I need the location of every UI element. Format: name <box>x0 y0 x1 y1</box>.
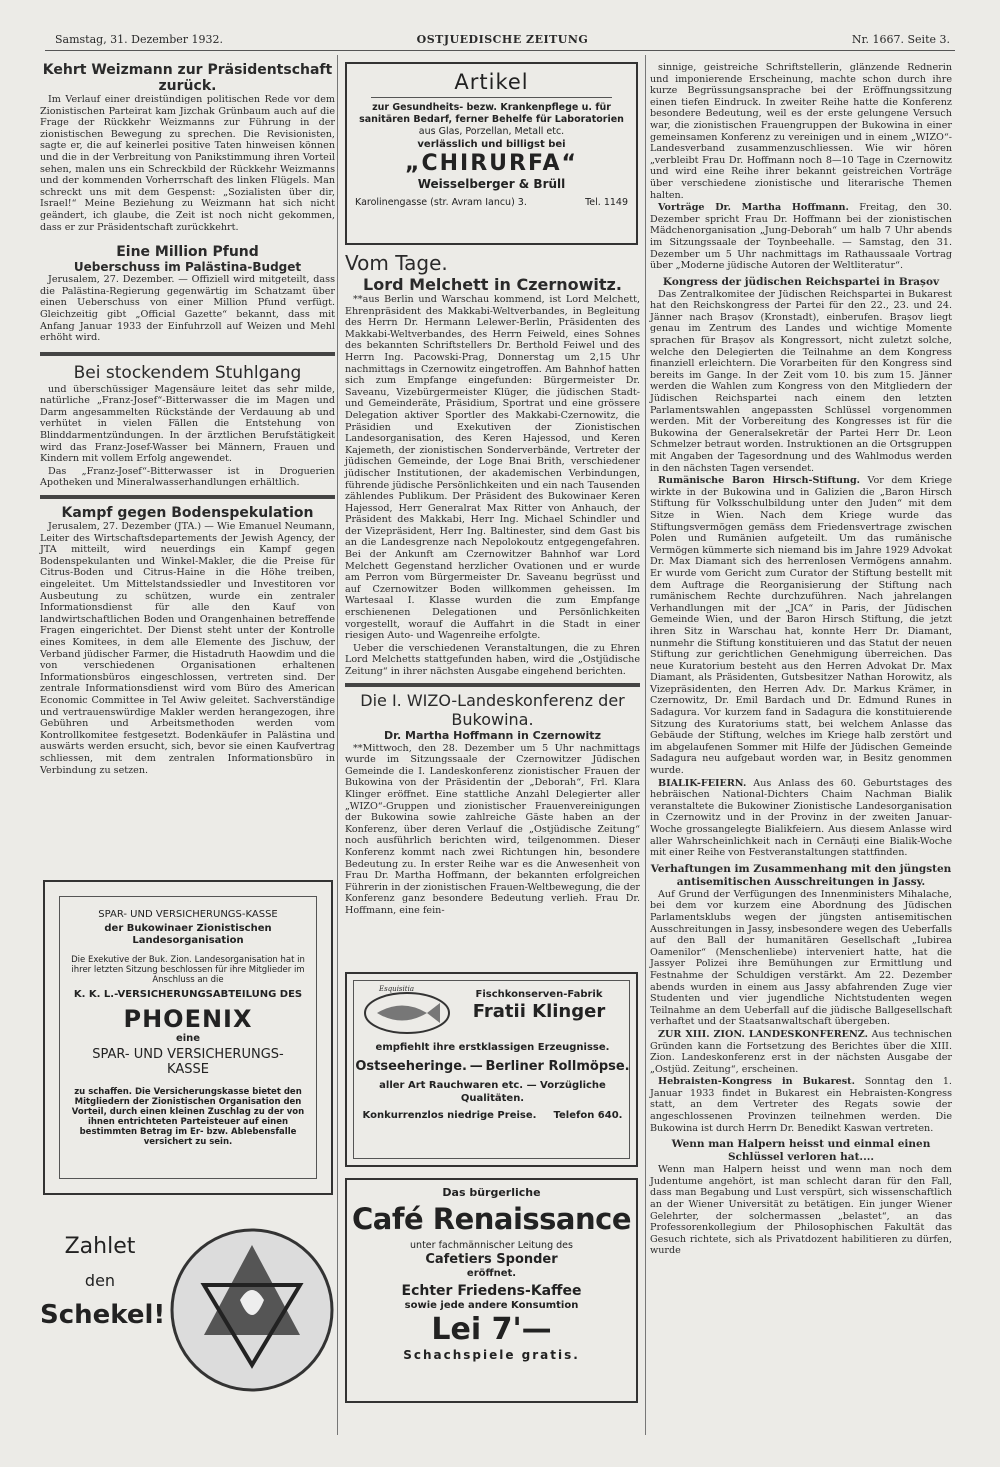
ad-klinger-telephone: Telefon 640. <box>553 1110 623 1121</box>
article-body-melchett: **aus Berlin und Warschau kommend, ist Lord Melchett, Ehrenpräsident des Makkabi-Weltverbandes, in Begleitung des Herrn Dr. Hermann Lelewer-Berlin, Präsidenten des Makkabi-Weltverbandes, des Herrn Feiweld, eines Sohnes des bekannten Schriftstellers Dr. Berthold Feiwel und des Herrn Ing. Pacowski-Prag, Donnerstag um 2,15 Uhr nachmittags in Czernowitz eingetroffen. Am Bahnhof hatten sich zum Empfange eingefunden: Bürgermeister Dr. Saveanu, Vizebürgermeister Klüger, die jüdischen Stadt- und Gemeinderäte, Präsidium, Sportrat und eine grössere Delegation aktiver Sportler des Makkabi-Czernowitz, die Präsidien und Exekutiven der Zionistischen Landesorganisation, des Keren Hajessod, und Keren Kajemeth, der zionistischen Sonderverbände, Vertreter der jüdischen Gemeinde, der Loge Bnai Brith, verschiedener jüdischer Institutionen, der akademischen Verbindungen, führende jüdische Persönlichkeiten und ein nach Tausenden zählendes Publikum. Der Präsident des Bukowinaer Keren Hajessod, Herr Generalrat Max Ritter von Anhauch, der Präsident des Makkabi, Herr Ing. Michael Schindler und der Vizepräsident, Herr Ing. Baltinester, sind dem Gast bis an die Landesgrenze nach Nepolokoutz entgegengefahren. Bei der Ankunft am Czernowitzer Bahnhof war Lord Melchett Gegenstand herzlicher Ovationen und er wurde am Perron vom Bürgermeister Dr. Saveanu begrüsst und auf Czernowitzer Boden willkommen geheissen. Im Wartesaal I. Klasse wurden die zum Empfange erschienenen Delegationen und Persönlichkeiten vorgestellt, worauf die Auffahrt in die Stadt in einer riesigen Auto- und Wagenreihe erfolgte. <box>345 294 640 642</box>
column-3-text <box>650 62 952 1412</box>
ad-cafe-line1: Das bürgerliche <box>442 1186 541 1199</box>
ad-cafe-line5: Echter Friedens-Kaffee <box>401 1283 582 1299</box>
article-body-verhaftungen: Auf Grund der Verfügungen des Innenministers Mihalache, bei dem vor kurzem eine Abordnung des Jüdischen Parlamentsklubs wegen der jüngsten antisemitischen Ausschreitungen in Jassy, insbesondere wegen des Ueberfalls auf den Ball der humanitären Gesellschaft „Iubirea Oamenilor“ (Menschenliebe) interveniert hatte, hat die Jassyer Polizei ihre Bemühungen zur Ermittlung und Festnahme der Schuldigen verstärkt. Am 22. Dezember abends wurden in einem aus Jassy abfahrenden Zuge vier Studenten und vier jugendliche Nichtstudenten wegen Teilnahme an dem Ueberfall auf die jüdische Ballgesellschaft verhaftet und der Staatsanwaltschaft übergeben. <box>650 888 952 1028</box>
ad-phoenix-line3: Die Exekutive der Buk. Zion. Landesorganisation hat in ihrer letzten Sitzung beschlossen für ihre Mitglieder im Anschluss an die <box>71 955 305 985</box>
article-body-reichspartei: Das Zentralkomitee der Jüdischen Reichspartei in Bukarest hat den Reichskongress der Partei für den 22., 23. und 24. Jänner nach Brașov (Kronstadt), einberufen. Brașov liegt genau im Zentrum des Landes und wichtige Momente sprachen für Brașov als Kongressort, nicht zuletzt solche, welche den Delegierten die Teilnahme an dem Kongress finanziell erleichtern. Die Vorarbeiten für den Kongress sind bereits im Gange. In der Zeit vom 10. bis zum 15. Jänner werden die Wahlen zum Kongress von den Mitgliedern der Jüdischen Reichspartei nach einem den letzten Parlamentswahlen angepassten Schlüssel vorgenommen werden. Mit der Vorbereitung des Kongresses ist für die Bukowina der Generalsekretär der Partei Herr Dr. Leon Schmelzer betraut worden. Instruktionen an die Ortsgruppen mit Angaben der Tagesordnung und des Wahlmodus werden in den nächsten Tagen versendet. <box>650 288 952 474</box>
ad-klinger-logo-text: Esquisitia <box>379 985 414 993</box>
column-1-text <box>40 62 335 870</box>
ad-cafe-line6: sowie jede andere Konsumtion <box>404 1300 579 1311</box>
ad-chirurfa-address: Karolinengasse (str. Avram Iancu) 3. <box>355 197 527 208</box>
ad-chirurfa-line4: Weisselberger & Brüll <box>417 177 566 191</box>
ad-schekel-line3: Schekel! <box>40 1300 166 1330</box>
ad-schekel <box>40 1215 335 1415</box>
ad-klinger-line4: Berliner Rollmöpse. <box>485 1059 630 1074</box>
divider <box>40 352 335 356</box>
article-body-weizmann: Im Verlauf einer dreistündigen politischen Rede vor dem Zionistischen Parteirat kam Jizchak Grünbaum auch auf die Frage der Rückkehr Weizmanns zur Führung in der zionistischen Bewegung zu sprechen. Die Revisionisten, sagte er, die auf keinerlei positive Taten hinweisen können und die in der Verbreitung von Panikstimmung ihren Vorteil sehen, malen uns ein Schreckbild der Rückkehr Weizmanns und der kommenden Vorherrschaft des linken Flügels. Man schreckt uns mit dem Gespenst: „Sozialisten über dir, Israel!“ Meine Beziehung zu Weizmann hat sich nicht geändert, ich glaube, die Zeit ist noch nicht gekommen, dass er zur Präsidentschaft zurückkehrt. <box>40 94 335 233</box>
ad-schekel-line1: Zahlet <box>64 1234 136 1259</box>
article-body-stuhlgang-2: Das „Franz-Josef“-Bitterwasser ist in Droguerien Apotheken und Mineralwasserhandlungen erhältlich. <box>40 465 335 489</box>
article-subtitle-wizo: Dr. Martha Hoffmann in Czernowitz <box>384 728 601 742</box>
article-body-bodenspekulation: Jerusalem, 27. Dezember (JTA.) — Wie Emanuel Neumann, Leiter des Wirtschaftsdepartements der Jewish Agency, der JTA mitteilt, wird neuerdings ein Kampf gegen Bodenspekulanten und Winkel-Makler, die die Preise für Citrus-Boden und Citrus-Haine in die Höhe treiben, eingeleitet. Um Mittelstandssiedler und Investitoren vor Ausbeutung zu schützen, wurde ein zentraler Informationsdienst für alle den Kauf von landwirtschaftlichen Boden und Orangenhainen betreffende Fragen eingerichtet. Der Dienst steht unter der Kontrolle eines Komitees, in dem alle Elemente des Jischuw, der Verband jüdischer Farmer, die Histadruth Haowdim und die von verschiedenen Organisationen erhaltenen Informationsbüros eingeschlossen, vertreten sind. Der zentrale Informationsdienst wird vom Büro des American Economic Committee in Tel Awiw geleitet. Sachverständige und vertrauenswürdige Makler werden herangezogen, ihre Gebühren und Arbeitsmethoden werden vom Kontrollkomitee festgesetzt. Bodenkäufer in Palästina und auswärts werden ersucht, sich, bevor sie einen Kaufvertrag schliessen, mit dem zentralen Informationsbüro in Verbindung zu setzen. <box>40 521 335 776</box>
ad-chirurfa <box>345 62 638 245</box>
article-head-vortraege: Vorträge Dr. Martha Hoffmann. <box>658 202 849 214</box>
header-issue-page: Nr. 1667. Seite 3. <box>851 33 950 46</box>
ad-cafe-brand: Café Renaissance <box>352 1202 631 1236</box>
ad-chirurfa-brand: „CHIRURFA“ <box>405 151 578 176</box>
article-body-hebraisten: Sonntag den 1. Januar 1933 findet in Bukarest ein Hebraisten-Kongress statt, an dem Vertreter des Regats sowie der angeschlossenen Provinzen teilnehmen werden. Die Bukowina ist durch Herrn Dr. Benedikt Kaswan vertreten. <box>650 1076 952 1134</box>
ad-chirurfa-line1: zur Gesundheits- bezw. Krankenpflege u. für sanitären Bedarf, ferner Behelfe für Laboratorien <box>359 102 624 125</box>
article-title-reichspartei: Kongress der jüdischen Reichspartei in Brașov <box>662 275 940 288</box>
ad-chirurfa-line2: aus Glas, Porzellan, Metall etc. <box>418 126 565 137</box>
column-rule-1 <box>337 55 338 1435</box>
ad-klinger-line6: Konkurrenzlos niedrige Preise. <box>362 1110 537 1121</box>
article-title-verhaftungen: Verhaftungen im Zusammenhang mit den jüngsten antisemitischen Ausschreitungen in Jassy. <box>650 862 952 888</box>
page-header <box>55 33 950 49</box>
ad-phoenix-line4: K. K. L.-VERSICHERUNGSABTEILUNG DES <box>73 989 303 1000</box>
ad-cafe-line2: unter fachmännischer Leitung des <box>410 1240 573 1251</box>
divider <box>345 683 640 687</box>
divider <box>40 495 335 499</box>
ad-klinger-line2: empfiehlt ihre erstklassigen Erzeugnisse. <box>375 1042 610 1053</box>
article-head-hirsch: Rumänische Baron Hirsch-Stiftung. <box>658 475 861 487</box>
column-2-text <box>345 251 640 916</box>
ad-phoenix-line1: SPAR- UND VERSICHERUNGS-KASSE <box>98 909 278 920</box>
ad-cafe-price: Lei 7'— <box>431 1312 552 1347</box>
article-title-bodenspekulation: Kampf gegen Bodenspekulation <box>61 505 314 522</box>
ad-phoenix-frame <box>59 896 317 1179</box>
article-subtitle-budget: Ueberschuss im Palästina-Budget <box>73 260 302 275</box>
article-title-weizmann: Kehrt Weizmann zur Präsidentschaft zurück. <box>42 62 333 94</box>
header-masthead: OSTJUEDISCHE ZEITUNG <box>416 33 589 46</box>
article-head-hebraisten: Hebraisten-Kongress in Bukarest. <box>658 1076 855 1088</box>
article-title-wizo: Die I. WIZO-Landeskonferenz der Bukowina. <box>360 690 625 729</box>
ad-chirurfa-telephone: Tel. 1149 <box>585 197 628 208</box>
header-date: Samstag, 31. Dezember 1932. <box>55 33 224 46</box>
ad-phoenix-line6: SPAR- UND VERSICHERUNGS-KASSE <box>92 1047 284 1077</box>
article-body-wizo-continued: sinnige, geistreiche Schriftstellerin, glänzende Rednerin und imponierende Erscheinung, machte schon durch ihre kurze Begrüssungsansprache bei der Eröffnungssitzung einen tiefen Eindruck. In zweiter Reihe hatte die Konferenz besondere Bedeutung, weil es der erste gelungene Versuch war, die zionistischen Frauengruppen der Bukowina in einer gemeinsamen Konferenz zu vereinigen und in einem „WIZO“-Landesverband zusammenzuschliessen. Wie wir hören „verbleibt Frau Dr. Hoffmann noch 8—10 Tage in Czernowitz und wird eine Reihe ihrer bekannt geistreichen Vorträge über verschiedene zionistische und literarische Themen halten. <box>650 62 952 201</box>
article-title-melchett: Lord Melchett in Czernowitz. <box>363 275 622 294</box>
article-body-melchett-2: Ueber die verschiedenen Veranstaltungen, die zu Ehren Lord Melchetts stattgefunden haben, wird die „Ostjüdische Zeitung“ in ihrer nächsten Ausgabe eingehend berichten. <box>345 642 640 677</box>
ad-phoenix <box>43 880 333 1195</box>
section-title-vom-tage: Vom Tage. <box>345 251 448 275</box>
article-head-bialik: BIALIK-FEIERN. <box>658 777 747 789</box>
article-body-halpern: Wenn man Halpern heisst und wenn man noch dem Judentume angehört, ist man schlecht daran für den Fall, dass man Begabung und Lust verspürt, sich wissenschaftlich an der Wiener Universität zu betätigen. Ein junger Wiener Gelehrter, der solchermassen „belastet“, an das Professorenkollegium der Philosophischen Fakultät das Gesuch richtete, sich als Privatdozent habilitieren zu dürfen, wurde <box>650 1164 952 1257</box>
column-rule-2 <box>645 55 646 1435</box>
article-body-landeskonferenz: Aus technischen Gründen kann die Fortsetzung des Berichtes über die XIII. Zion. Landeskonferenz erst in der nächsten Ausgabe der „Ostjüd. Zeitung“, erscheinen. <box>650 1028 952 1075</box>
ad-cafe-line4: eröffnet. <box>466 1268 517 1279</box>
shekel-emblem-icon <box>170 1215 335 1405</box>
ad-cafe-line3: Cafetiers Sponder <box>425 1252 558 1267</box>
header-rule <box>45 50 955 51</box>
ad-schekel-line2: den <box>84 1271 116 1290</box>
article-title-halpern: Wenn man Halpern heisst und einmal einen Schlüssel verloren hat.... <box>671 1138 931 1164</box>
ad-phoenix-brand: PHOENIX <box>123 1005 253 1033</box>
ad-klinger-line1: Fischkonserven-Fabrik <box>475 989 603 1000</box>
ad-klinger: Esquisitia Fischkonserven-Fabrik Fratii Klinger empfiehlt ihre erstklassigen Erzeugnisse. Ostseeheringe. — Berliner Rollmöpse. aller Art Rauchwaren etc. — Vorzügliche Qualitäten. Konkurrenzlos niedrige Preise. Telefon 640. <box>345 972 638 1167</box>
ad-phoenix-line5: eine <box>175 1033 201 1044</box>
article-body-budget: Jerusalem, 27. Dezember. — Offiziell wird mitgeteilt, dass die Palästina-Regierung gegenwärtig im Schatzamt über einen Ueberschuss von einer Million Pfund verfügt. Gleichzeitig gibt „Official Gazette“ bekannt, dass mit Anfang Januar 1933 der Einfuhrzoll auf Weizen und Mehl erhöht wird. <box>40 274 335 344</box>
article-title-stuhlgang: Bei stockendem Stuhlgang <box>73 362 302 383</box>
ad-phoenix-line2: der Bukowinaer Zionistischen Landesorganisation <box>104 923 272 946</box>
article-body-vortraege: Freitag, den 30. Dezember spricht Frau Dr. Hoffmann bei der zionistischen Mädchenorganisation „Jung-Deborah“ um halb 7 Uhr abends im Sitzungssaale der Toynbeehalle. — Samstag, den 31. Dezember um 5 Uhr nachmittags im Rathaussaale Vortrag über „Moderne jüdische Autoren der Weltliteratur“. <box>650 202 952 272</box>
article-body-stuhlgang: und überschüssiger Magensäure leitet das sehr milde, natürliche „Franz-Josef“-Bitterwasser die im Magen und Darm angesammelten Rückstände der Verdauung ab und verhütet in vielen Fällen die Entstehung von Blinddarmentzündungen. In der ärztlichen Berufstätigkeit wird das Franz-Josef-Wasser bei Männern, Frauen und Kindern mit vollem Erfolg angewendet. <box>40 383 335 465</box>
ad-klinger-line5: aller Art Rauchwaren etc. — Vorzügliche Qualitäten. <box>379 1080 606 1104</box>
ad-chirurfa-line3: verlässlich und billigst bei <box>417 139 566 150</box>
ad-cafe-renaissance <box>345 1178 638 1403</box>
article-title-million-pfund: Eine Million Pfund <box>116 244 259 261</box>
ad-cafe-line7: Schachspiele gratis. <box>403 1348 580 1362</box>
article-body-bialik: Aus Anlass des 60. Geburtstages des hebräischen National-Dichters Chaim Nachman Bialik veranstaltete die Bukowiner Zionistische Landesorganisation in Czernowitz und in der Provinz in der zweiten Januar-Woche grossangelegte Bialikfeiern. Aus diesem Anlasse wird aller Wahrscheinlichkeit nach in Cernăuți eine Bialik-Woche mit einer Reihe von Festveranstaltungen stattfinden. <box>650 777 952 859</box>
ad-klinger-brand: Fratii Klinger <box>472 1001 606 1022</box>
ad-klinger-line3: Ostseeheringe. <box>355 1059 467 1074</box>
article-body-hirsch: Vor dem Kriege wirkte in der Bukowina und in Galizien die „Baron Hirsch Stiftung für Volksschulbildung unter den Juden“ mit dem Sitze in Wien. Nach dem Kriege wurde das Stiftungsvermögen gemäss dem Friedensvertrage zwischen Polen und Rumänien aufgeteilt. Um das rumänische Vermögen kümmerte sich niemand bis im Jahre 1929 Advokat Dr. Max Diamant sich des herrenlosen Vermögens annahm. Er wurde vom Gericht zum Curator der Stiftung bestellt mit dem Auftrage die Reorganisierung der Stiftung nach rumänischem Rechte durchzuführen. Nach jahrelangen Verhandlungen mit der „JCA“ in Paris, der Jüdischen Gemeinde Wien, und der Baron Hirsch Stiftung, die jetzt ihren Sitz in Warschau hat, konnte Herr Dr. Diamant, nunmehr die Stiftung konstituieren und das Statut der neuen Stiftung zur gerichtlichen Genehmigung überreichen. Das neue Kuratorium besteht aus den Herren Advokat Dr. Max Diamant, als Präsidenten, Gutsbesitzer Nathan Horowitz, als Vizepräsidenten, den Herren Adv. Dr. Markus Krämer, in Czernowitz, Dr. Emil Bardach und Dr. Edmund Runes in Sadagura. Vor kurzem fand in Sadagura die konstituierende Sitzung des Kuratoriums statt, bei welchem Anlasse das Gebäude der Stiftung, welches im Kriege halb zerstört und im abgelaufenen Sommer mit Hilfe der Jüdischen Gemeinde Sadagura neu aufgebaut worden war, in Besitz genommen wurde. <box>650 475 952 777</box>
ad-phoenix-line7: zu schaffen. Die Versicherungskasse bietet den Mitgliedern der Zionistischen Organisation den Vorteil, durch einen kleinen Zuschlag zu der von ihnen entrichteten Parteisteuer auf einen bestimmten Betrag im Er- bzw. Ablebensfalle versichert zu sein. <box>71 1087 305 1147</box>
fish-logo-icon <box>362 989 452 1037</box>
ad-chirurfa-title: Artikel <box>454 70 529 94</box>
article-head-landeskonferenz: ZUR XIII. ZION. LANDESKONFERENZ. <box>658 1028 868 1040</box>
article-body-wizo: **Mittwoch, den 28. Dezember um 5 Uhr nachmittags wurde im Sitzungssaale der Czernowitzer Jüdischen Gemeinde die I. Landeskonferenz zionistischer Frauen der Bukowina von der Präsidentin der „Deborah“, Frl. Klara Klinger eröffnet. Eine stattliche Anzahl Delegierter aller „WIZO“-Gruppen und zionistischer Frauenvereinigungen der Bukowina sowie zahlreiche Gäste haben an der Konferenz, über deren Verlauf die „Ostjüdische Zeitung“ noch ausführlich berichten wird, teilgenommen. Dieser Konferenz kommt nach zwei Richtungen hin, besondere Bedeutung zu. In erster Reihe war es die Anwesenheit von Frau Dr. Martha Hoffmann, der bekannten erfolgreichen Führerin in der zionistischen Frauen-Weltbewegung, die der Konferenz ganz besondere Bedeutung verlieh. Frau Dr. Hoffmann, eine fein- <box>345 742 640 916</box>
